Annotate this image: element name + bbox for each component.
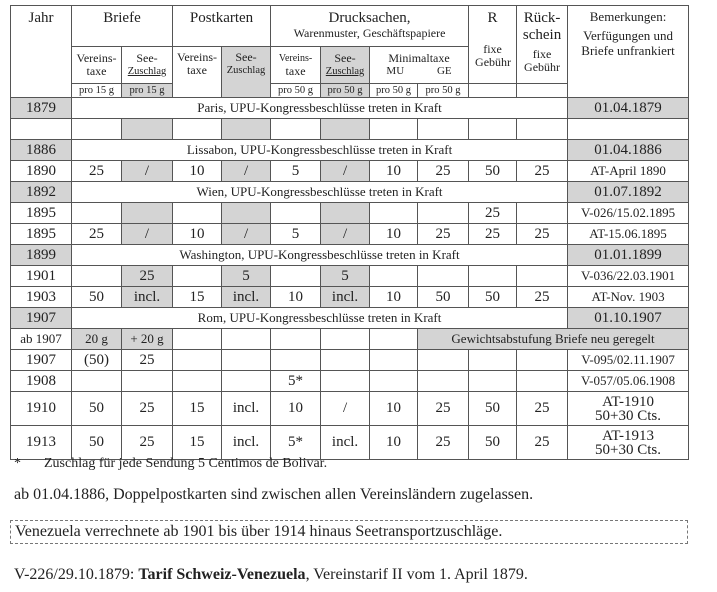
year-cell: 1907 — [11, 350, 72, 371]
value-cell: 50 — [72, 426, 122, 460]
value-cell: incl. — [222, 287, 271, 308]
congress-cell: Washington, UPU-Kongressbeschlüsse treten in Kraft — [72, 245, 568, 266]
remark-line-1: AT-1910 — [602, 393, 655, 410]
table-row — [11, 308, 689, 329]
remark-cell: V-036/22.03.1901 — [568, 266, 689, 287]
remark-cell: Gewichtsabstufung Briefe neu geregelt — [418, 329, 689, 350]
table-row — [11, 245, 689, 266]
briefe-seezuschlag — [122, 47, 173, 84]
year-cell: 1895 — [11, 203, 72, 224]
unit-ds-3: pro 50 g — [370, 84, 418, 98]
value-cell: 50 — [469, 161, 517, 182]
footnote-mark: * — [14, 456, 21, 471]
table-row — [11, 266, 689, 287]
value-cell: / — [321, 161, 370, 182]
text-doppelpostkarten: ab 01.04.1886, Doppelpostkarten sind zwischen allen Vereinsländern zugelassen. — [14, 486, 534, 503]
tarif-title: Tarif Schweiz-Venezuela — [138, 566, 306, 583]
remark-line-2: 50+30 Cts. — [595, 441, 662, 458]
year-cell: 1903 — [11, 287, 72, 308]
rueckschein-sub: fixe Gebühr — [524, 47, 561, 74]
minimaltaxe-sub — [370, 65, 468, 78]
briefe-vereinstaxe: Vereins-taxe — [72, 47, 122, 84]
year-cell: 1913 — [11, 426, 72, 460]
zuschlag-label: Zuschlag — [127, 66, 167, 77]
bemerkungen-title: Bemerkungen: — [589, 9, 667, 24]
remark-cell: AT-Nov. 1903 — [568, 287, 689, 308]
unit-briefe-1: pro 15 g — [72, 84, 122, 98]
table-row — [11, 161, 689, 182]
value-cell: 15 — [173, 426, 222, 460]
congress-cell: Paris, UPU-Kongressbeschlüsse treten in Kraft — [72, 98, 568, 119]
value-cell: / — [321, 392, 370, 426]
col-postkarten: Postkarten — [173, 6, 271, 47]
value-cell: 5 — [271, 224, 321, 245]
table-row — [11, 392, 689, 426]
unit-ds-4: pro 50 g — [418, 84, 469, 98]
value-cell: 25 — [469, 203, 517, 224]
value-cell: 15 — [173, 287, 222, 308]
pk-vereinstaxe — [173, 47, 222, 98]
text-tarif — [14, 566, 528, 584]
remark-cell: AT-April 1890 — [568, 161, 689, 182]
value-cell: 10 — [370, 287, 418, 308]
value-cell: / — [122, 224, 173, 245]
col-rueckschein — [517, 6, 568, 84]
year-cell: 1886 — [11, 140, 72, 161]
value-cell: 5 — [321, 266, 370, 287]
value-cell: 10 — [173, 224, 222, 245]
value-cell: 10 — [173, 161, 222, 182]
value-cell: 25 — [72, 224, 122, 245]
value-cell: 25 — [122, 350, 173, 371]
value-cell: / — [222, 161, 271, 182]
text-seetransport: Venezuela verrechnete ab 1901 bis über 1914 hinaus Seetransportzuschläge. — [10, 520, 688, 544]
remark-cell — [568, 392, 689, 426]
value-cell: 25 — [517, 392, 568, 426]
table-row — [11, 426, 689, 460]
value-cell: 25 — [72, 161, 122, 182]
mu-label: MU — [386, 65, 405, 77]
rueckschein-title: Rück-schein — [522, 10, 562, 43]
table-row — [11, 140, 689, 161]
remark-cell: 01.07.1892 — [568, 182, 689, 203]
value-cell: 25 — [418, 161, 469, 182]
year-cell: 1901 — [11, 266, 72, 287]
value-cell: 25 — [122, 266, 173, 287]
remark-cell — [568, 426, 689, 460]
see-label: See- — [235, 50, 257, 64]
value-cell: 50 — [469, 426, 517, 460]
congress-cell: Lissabon, UPU-Kongressbeschlüsse treten in Kraft — [72, 140, 568, 161]
value-cell: 10 — [370, 426, 418, 460]
col-bemerkungen — [568, 6, 689, 98]
value-cell: 10 — [271, 287, 321, 308]
unit-ds-1: pro 50 g — [271, 84, 321, 98]
col-briefe: Briefe — [72, 6, 173, 47]
ds-vereinstaxe — [271, 47, 321, 84]
r-title: R — [487, 10, 498, 26]
drucksachen-title: Drucksachen, — [328, 10, 411, 26]
value-cell: / — [222, 224, 271, 245]
table-row — [11, 119, 689, 140]
table-row — [11, 203, 689, 224]
rate-table — [10, 5, 689, 460]
ge-label: GE — [436, 65, 452, 77]
see-label: See- — [334, 51, 356, 65]
congress-cell: Wien, UPU-Kongressbeschlüsse treten in Kraft — [72, 182, 568, 203]
col-r — [469, 6, 517, 84]
vereins-label: Vereins- — [278, 53, 313, 64]
year-cell: 1879 — [11, 98, 72, 119]
table-row — [11, 224, 689, 245]
value-cell: incl. — [321, 426, 370, 460]
table-row — [11, 287, 689, 308]
value-cell: 50 — [72, 392, 122, 426]
year-cell: 1907 — [11, 308, 72, 329]
see-label: See- — [136, 51, 158, 65]
value-cell: / — [122, 161, 173, 182]
col-jahr: Jahr — [11, 6, 72, 98]
year-cell: 1899 — [11, 245, 72, 266]
value-cell: 10 — [370, 161, 418, 182]
year-cell: 1895 — [11, 224, 72, 245]
value-cell: 10 — [370, 224, 418, 245]
congress-cell: Rom, UPU-Kongressbeschlüsse treten in Kraft — [72, 308, 568, 329]
vereins-label: Vereins- — [177, 50, 217, 64]
value-cell: 5 — [271, 161, 321, 182]
table-row — [11, 98, 689, 119]
r-sub: fixe Gebühr — [475, 42, 512, 69]
value-cell: 5* — [271, 371, 321, 392]
value-cell: 50 — [469, 392, 517, 426]
value-cell: 25 — [517, 287, 568, 308]
verfuegungen-title: Verfügungen und Briefe unfrankiert — [581, 28, 675, 58]
value-cell: 5* — [271, 426, 321, 460]
value-cell: 25 — [418, 392, 469, 426]
remark-cell: V-026/15.02.1895 — [568, 203, 689, 224]
table-row — [11, 329, 689, 350]
value-cell: 25 — [517, 224, 568, 245]
year-cell: 1892 — [11, 182, 72, 203]
pk-seezuschlag — [222, 47, 271, 98]
value-cell: 25 — [517, 426, 568, 460]
zuschlag-label: Zuschlag — [226, 65, 266, 76]
value-cell: 50 — [469, 287, 517, 308]
taxe-label: taxe — [285, 64, 306, 78]
value-cell: 50 — [418, 287, 469, 308]
remark-cell: 01.01.1899 — [568, 245, 689, 266]
remark-cell: 01.04.1886 — [568, 140, 689, 161]
value-cell: 15 — [173, 392, 222, 426]
value-cell: + 20 g — [122, 329, 173, 350]
value-cell: / — [321, 224, 370, 245]
drucksachen-sub: Warenmuster, Geschäftspapiere — [293, 26, 446, 40]
value-cell: 50 — [72, 287, 122, 308]
header-row-1 — [11, 6, 689, 47]
value-cell: 25 — [517, 161, 568, 182]
year-cell: ab 1907 — [11, 329, 72, 350]
value-cell: incl. — [222, 426, 271, 460]
value-cell: (50) — [72, 350, 122, 371]
ds-seezuschlag — [321, 47, 370, 84]
remark-cell: V-057/05.06.1908 — [568, 371, 689, 392]
value-cell: 25 — [418, 224, 469, 245]
zuschlag-label: Zuschlag — [325, 66, 365, 77]
remark-line-2: 50+30 Cts. — [595, 407, 662, 424]
unit-r — [469, 84, 517, 98]
remark-cell: 01.04.1879 — [568, 98, 689, 119]
value-cell: incl. — [222, 392, 271, 426]
ds-minimaltaxe — [370, 47, 469, 84]
unit-ds-2: pro 50 g — [321, 84, 370, 98]
year-cell: 1910 — [11, 392, 72, 426]
value-cell: 25 — [122, 392, 173, 426]
value-cell: 25 — [122, 426, 173, 460]
unit-rueck — [517, 84, 568, 98]
remark-cell: V-095/02.11.1907 — [568, 350, 689, 371]
year-cell: 1890 — [11, 161, 72, 182]
value-cell: 10 — [370, 392, 418, 426]
taxe-label: taxe — [187, 63, 208, 77]
tarif-rest: , Vereinstarif II vom 1. April 1879. — [305, 566, 528, 583]
value-cell: incl. — [321, 287, 370, 308]
table-row — [11, 182, 689, 203]
remark-cell: 01.10.1907 — [568, 308, 689, 329]
value-cell: incl. — [122, 287, 173, 308]
remark-cell: AT-15.06.1895 — [568, 224, 689, 245]
value-cell: 10 — [271, 392, 321, 426]
remark-line-1: AT-1913 — [602, 427, 655, 444]
year-cell: 1908 — [11, 371, 72, 392]
value-cell: 25 — [418, 426, 469, 460]
footnote — [14, 456, 327, 472]
table-row — [11, 350, 689, 371]
unit-briefe-2: pro 15 g — [122, 84, 173, 98]
value-cell: 5 — [222, 266, 271, 287]
tarif-ref: V-226/29.10.1879: — [14, 566, 139, 583]
minimaltaxe-label: Minimaltaxe — [388, 51, 450, 65]
table-row — [11, 371, 689, 392]
value-cell: 20 g — [72, 329, 122, 350]
value-cell: 25 — [469, 224, 517, 245]
col-drucksachen — [271, 6, 469, 47]
footnote-text: Zuschlag für jede Sendung 5 Centimos de Bolivar. — [44, 456, 328, 471]
